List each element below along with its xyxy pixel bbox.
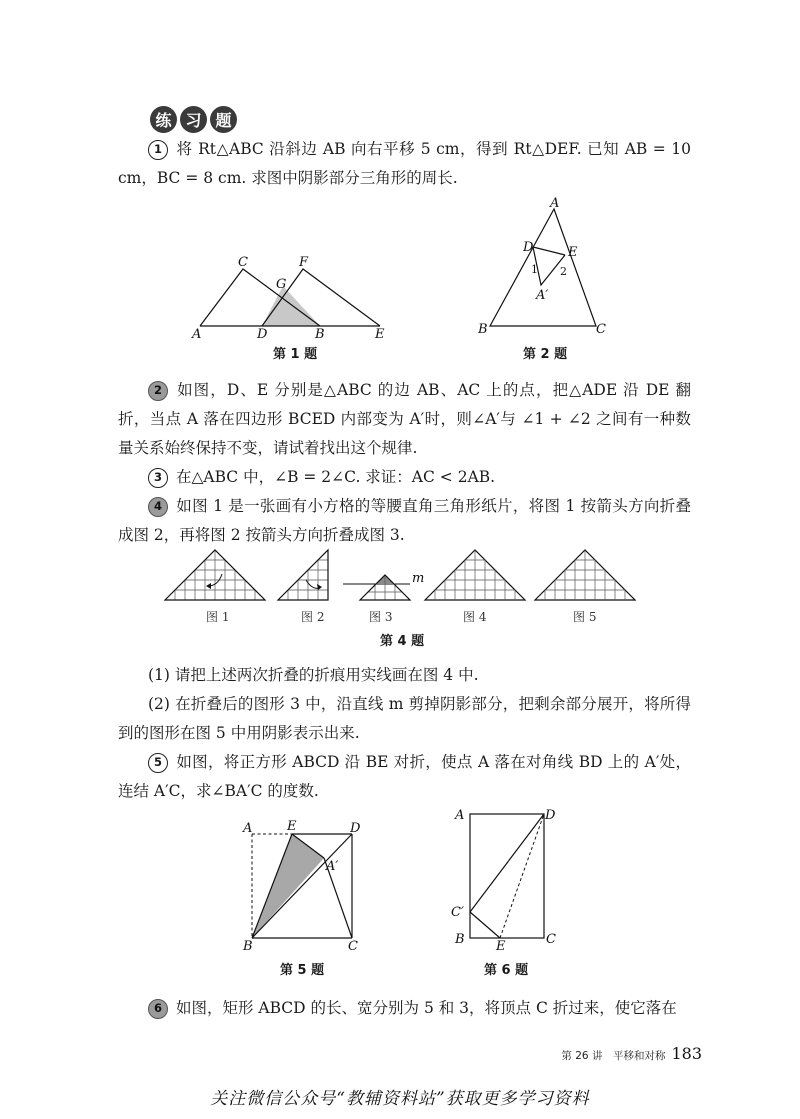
problem-text: 在△ABC 中，∠B = 2∠C. 求证：AC < 2AB. <box>176 468 496 486</box>
label-angle-2: 2 <box>560 265 567 278</box>
problem-6 <box>118 994 691 1023</box>
label-c: C <box>348 939 358 953</box>
problem-4-sub-1: (1) 请把上述两次折叠的折痕用实线画在图 4 中. <box>148 666 479 684</box>
problem-number: 2 <box>148 381 168 401</box>
label-a: A <box>192 327 202 342</box>
problem-number: 4 <box>148 497 168 517</box>
label-m: m <box>412 571 425 586</box>
problem-text: 如图，D、E 分别是△ABC 的边 AB、AC 上的点，把△ADE 沿 DE 翻折，当点 A 落在四边形 BCED 内部变为 A′时，则∠A′与 ∠1 + ∠2 之间有一种数量关系始终保持不变，请试着找出这个规律. <box>118 381 691 457</box>
label-b: B <box>455 932 465 947</box>
figure-2-caption: 第 2 题 <box>523 347 568 362</box>
problem-number: 1 <box>148 140 168 160</box>
problem-4-sub-2: (2) 在折叠后的图形 3 中，沿直线 m 剪掉阴影部分，把剩余部分展开，将所得到的图形在图 5 中用阴影表示出来. <box>118 695 691 742</box>
figure-4-subcaption: 图 3 <box>369 610 393 624</box>
figure-6-diagram <box>450 802 565 954</box>
section-title-char: 习 <box>180 106 207 133</box>
section-title-char: 题 <box>210 106 237 133</box>
figure-4-subcaption: 图 4 <box>463 610 487 624</box>
figure-1-diagram <box>185 250 405 345</box>
label-a: A <box>550 196 560 211</box>
section-title <box>150 106 237 133</box>
grid-figure-4 <box>425 550 525 600</box>
label-d: D <box>350 821 361 836</box>
problem-number: 6 <box>148 999 168 1019</box>
label-a: A <box>455 808 465 823</box>
problem-text: 将 Rt△ABC 沿斜边 AB 向右平移 5 cm，得到 Rt△DEF. 已知 AB = 10 cm，BC = 8 cm. 求图中阴影部分三角形的周长. <box>118 140 691 187</box>
label-d: D <box>545 808 556 823</box>
problem-5 <box>118 748 691 806</box>
label-b: B <box>315 327 325 342</box>
label-c-prime: C′ <box>451 905 464 920</box>
label-e: E <box>287 819 297 834</box>
section-title-char: 练 <box>150 106 177 133</box>
label-d: D <box>523 240 534 255</box>
lecture-title: 第 26 讲 平移和对称 <box>561 1050 666 1062</box>
figure-4-subcaption: 图 1 <box>206 610 230 624</box>
figure-6-caption: 第 6 题 <box>484 963 529 978</box>
grid-figure-2 <box>270 540 335 600</box>
problem-3 <box>118 463 691 492</box>
label-a-prime: A′ <box>326 859 339 874</box>
problem-number: 3 <box>148 468 168 488</box>
label-g: G <box>276 277 287 292</box>
label-c: C <box>238 255 248 270</box>
page-footer <box>561 1044 702 1063</box>
problem-text: 如图 1 是一张画有小方格的等腰直角三角形纸片，将图 1 按箭头方向折叠成图 2，再将图 2 按箭头方向折叠成图 3. <box>118 497 691 544</box>
label-e: E <box>568 245 578 260</box>
label-f: F <box>299 255 309 270</box>
label-e: E <box>375 327 385 342</box>
figure-5-caption: 第 5 题 <box>280 963 325 978</box>
label-d: D <box>257 327 268 342</box>
figure-4-diagram <box>160 540 640 605</box>
figure-5-diagram <box>240 818 370 953</box>
watermark-text: 关注微信公众号“教辅资料站”获取更多学习资料 <box>210 1089 590 1109</box>
page-number: 183 <box>671 1044 702 1063</box>
figure-4-subcaption: 图 2 <box>301 610 325 624</box>
label-b: B <box>478 322 488 337</box>
problem-2 <box>118 376 691 463</box>
label-e: E <box>496 939 506 954</box>
problem-text: 如图，矩形 ABCD 的长、宽分别为 5 和 3，将顶点 C 折过来，使它落在 <box>176 999 677 1017</box>
problem-1 <box>118 135 691 193</box>
label-a: A <box>243 821 253 836</box>
figure-1-caption: 第 1 题 <box>273 347 318 362</box>
label-b: B <box>243 939 253 953</box>
figure-2-diagram <box>475 195 615 340</box>
label-angle-1: 1 <box>531 263 538 276</box>
grid-figure-1 <box>160 540 270 600</box>
label-c: C <box>596 322 606 337</box>
label-a-prime: A′ <box>536 288 549 303</box>
figure-4-caption: 第 4 题 <box>380 634 425 649</box>
problem-text: 如图，将正方形 ABCD 沿 BE 对折，使点 A 落在对角线 BD 上的 A′处，连结 A′C，求∠BA′C 的度数. <box>118 753 691 800</box>
grid-figure-5 <box>535 550 635 600</box>
problem-number: 5 <box>148 753 168 773</box>
grid-figure-3 <box>343 570 424 600</box>
figure-4-subcaption: 图 5 <box>573 610 597 624</box>
label-c: C <box>546 932 556 947</box>
